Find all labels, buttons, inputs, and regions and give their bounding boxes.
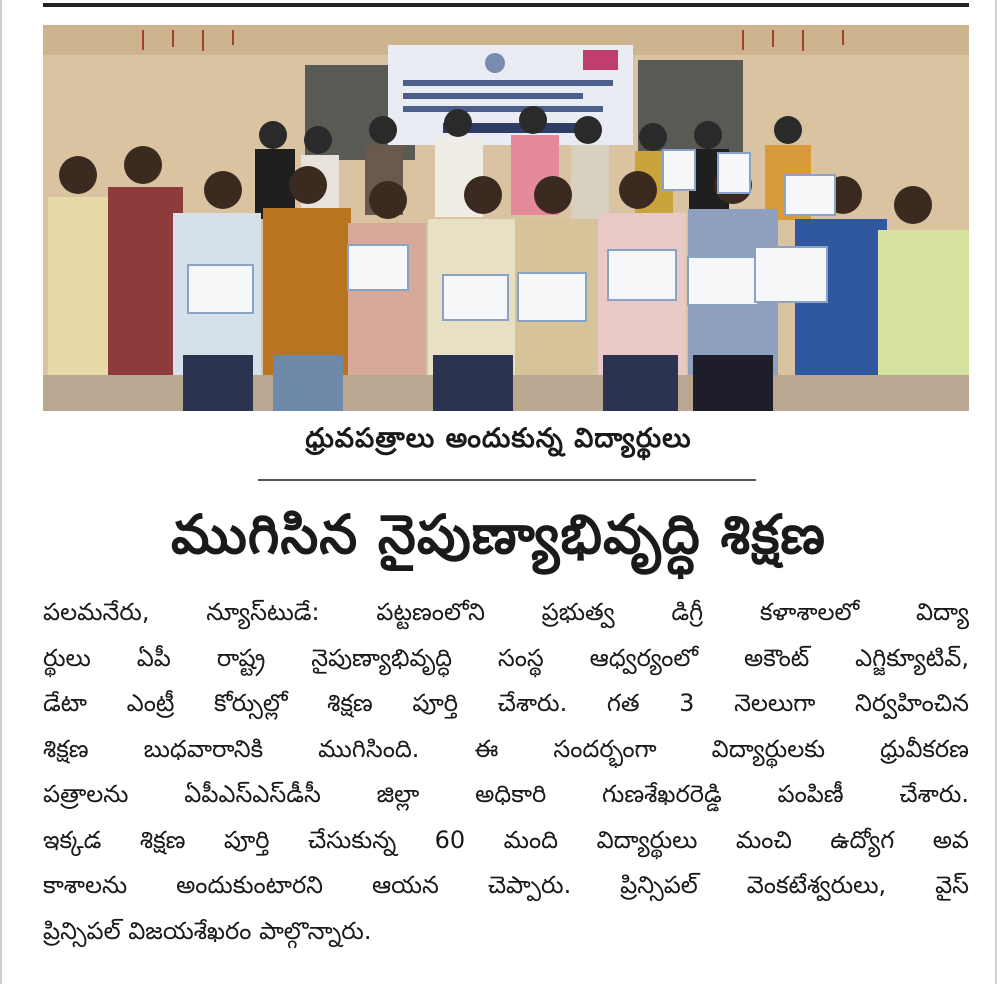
body-line: ఇక్కడ శిక్షణ పూర్తి చేసుకున్న 60 మంది విద్యార్థులు మంచి ఉద్యోగ అవ [43, 825, 969, 854]
headline: ముగిసిన నైపుణ్యాభివృద్ధి శిక్షణ [171, 503, 826, 566]
body-line: ర్థులు ఏపీ రాష్ట్ర నైపుణ్యాభివృద్ధి సంస్థ ఆధ్వర్యంలో అకౌంట్ ఎగ్జిక్యూటివ్, [43, 643, 969, 672]
photo-caption: ధ్రువపత్రాలు అందుకున్న విద్యార్థులు [305, 423, 692, 454]
body-line: శిక్షణ బుధవారానికి ముగిసింది. ఈ సందర్భంగా విద్యార్థులకు ధ్రువీకరణ [43, 734, 969, 763]
body-line: పత్రాలను ఏపీఎస్ఎస్‌డీసీ జిల్లా అధికారి గుణశేఖరరెడ్డి పంపిణీ చేశారు. [43, 780, 969, 808]
caption-underline [258, 479, 756, 481]
body-line: ప్రిన్సిపల్ విజయశేఖరం పాల్గొన్నారు. [43, 916, 372, 945]
page-left-border [0, 0, 2, 984]
body-line: పలమనేరు, న్యూస్‌టుడే: పట్టణంలోని ప్రభుత్వ డిగ్రీ కళాశాలలో విద్యా [43, 598, 969, 626]
body-line: డేటా ఎంట్రీ కోర్సుల్లో శిక్షణ పూర్తి చేశారు. గత 3 నెలలుగా నిర్వహించిన [43, 689, 969, 717]
body-line: కాశాలను అందుకుంటారని ఆయన చెప్పారు. ప్రిన్సిపల్ వెంకటేశ్వరులు, వైస్ [43, 871, 969, 899]
article-body [43, 590, 969, 954]
group-photo-illustration [43, 25, 969, 411]
news-photo [43, 25, 969, 411]
top-rule [43, 3, 969, 7]
